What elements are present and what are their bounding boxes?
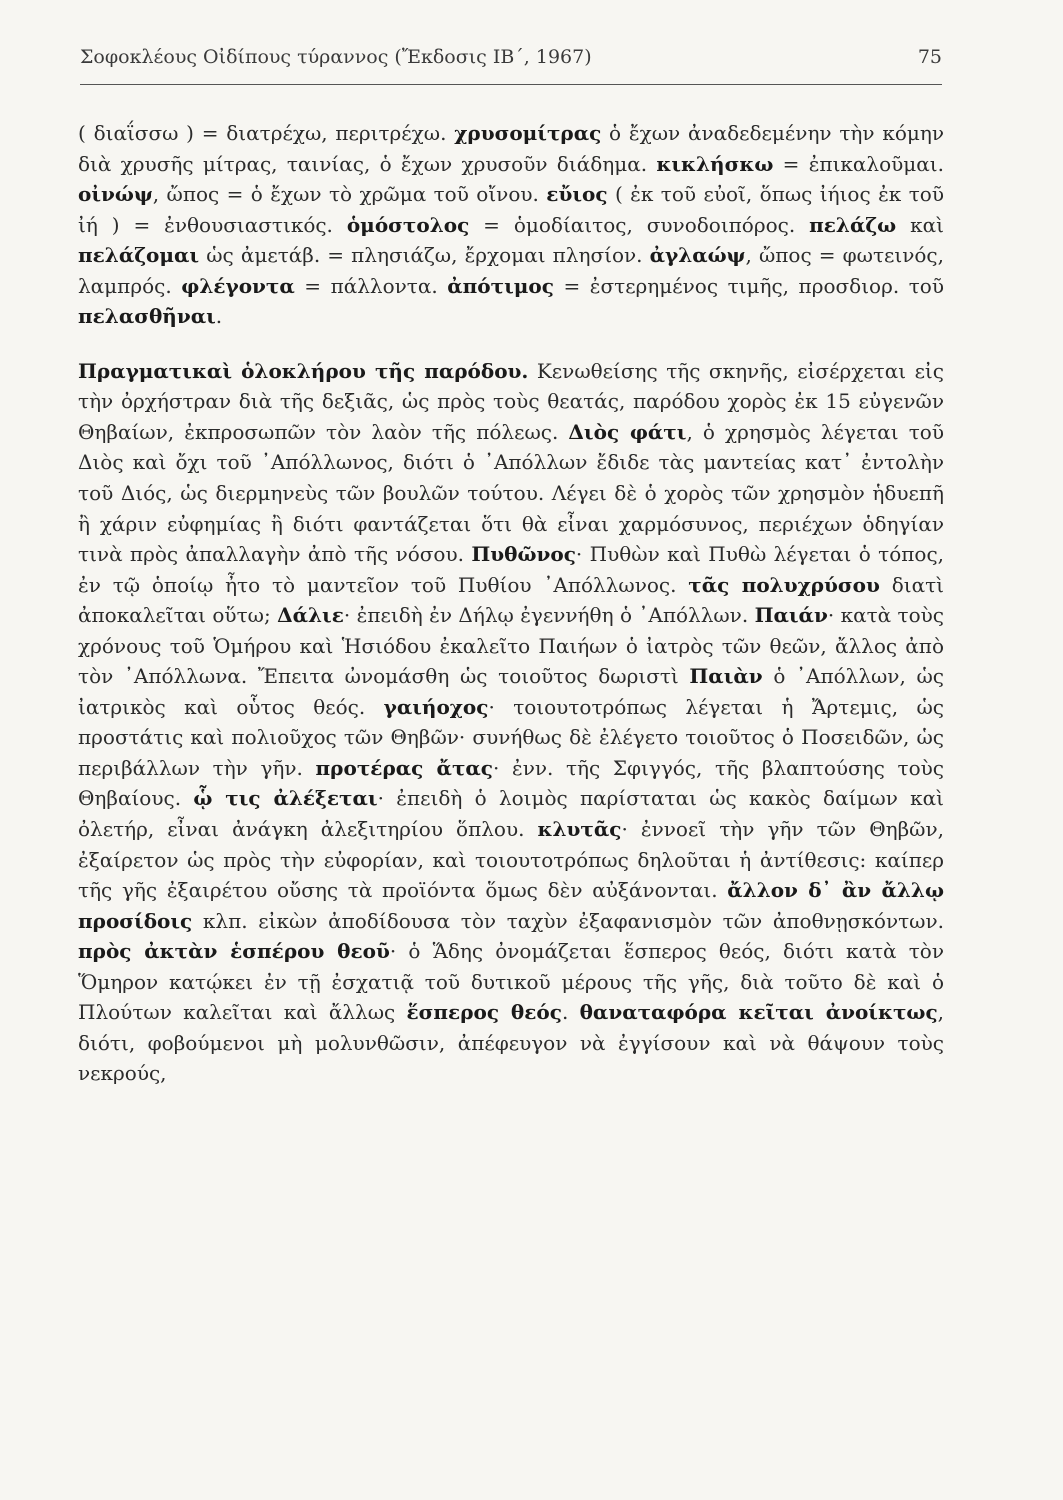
commentary-segment: ὁ ᾿Απόλλων, ὡς ἰατρικὸς καὶ οὗτος θεός. <box>78 664 944 719</box>
lemma-term: ἀπότιμος <box>447 273 554 298</box>
lemma-term: πρὸς ἀκτὰν ἑσπέρου θεοῦ <box>78 939 390 964</box>
commentary-segment: · ἐννοεῖ τὴν γῆν τῶν Θηβῶν, ἐξαίρετον ὡς πρὸς τὴν εὐφορίαν, καὶ τοιουτοτρόπως δηλοῦται ἡ ἀντίθεσις: καίπερ τῆς γῆς ἐξαιρέτου οὔσης τὰ προϊόντα ὅμως δὲν αὐξάνονται. <box>78 817 944 903</box>
commentary-segment: · κατὰ τοὺς χρόνους τοῦ Ὁμήρου καὶ Ἡσιόδου ἐκαλεῖτο Παιήων ὁ ἰατρὸς τῶν θεῶν, ἄλλος ἀπὸ τὸν ᾿Απόλλωνα. Ἔπειτα ὠνομάσθη ὡς τοιοῦτος δωριστὶ <box>78 603 945 689</box>
lemma-term: πελασθῆναι <box>78 304 216 329</box>
commentary-segment: ( ἐκ τοῦ εὐοῖ, ὅπως ἰήιος ἐκ τοῦ ἰή ) = ἐνθουσιαστικός. <box>78 182 944 237</box>
page-number: 75 <box>917 46 942 68</box>
commentary-segment: = ἐστερημένος τιμῆς, προσδιορ. τοῦ <box>553 273 944 298</box>
commentary-segment: = ὁμοδίαιτος, συνοδοιπόρος. <box>469 212 810 237</box>
lemma-term: πελάζομαι <box>78 243 200 268</box>
commentary-segment: · τοιουτοτρόπως λέγεται ἡ Ἄρτεμις, ὡς προστάτις καὶ πολιοῦχος τῶν Θηβῶν· συνήθως δὲ ἐλέγετο τοιοῦτος ὁ Ποσειδῶν, ὡς περιβάλλων τὴν γῆν. <box>78 694 944 780</box>
lemma-term: Παιάν <box>754 603 828 628</box>
lemma-term: χρυσομίτρας <box>454 121 602 145</box>
commentary-segment: Κενωθείσης τῆς σκηνῆς, εἰσέρχεται εἰς τὴν ὀρχήστραν διὰ τῆς δεξιᾶς, ὡς πρὸς τοὺς θεατάς, παρόδου χορὸς ἐκ 15 εὐγενῶν Θηβαίων, ἐκπροσωπῶν τὸν λαὸν τῆς πόλεως. <box>78 358 944 444</box>
header-rule <box>80 84 942 85</box>
commentary-segment: ὡς ἀμετάβ. = πλησιάζω, ἔρχομαι πλησίον. <box>199 243 650 268</box>
lemma-term: ἕσπερος θεός <box>406 1000 562 1025</box>
commentary-segment: κλπ. εἰκὼν ἀποδίδουσα τὸν ταχὺν ἐξαφανισμὸν τῶν ἀποθνῃσκόντων. <box>192 908 944 933</box>
commentary-segment: καὶ <box>896 212 944 237</box>
lemma-term: ἄλλον δ᾿ ἂν ἄλλῳ προσίδοις <box>78 878 944 933</box>
lemma-term: Διὸς φάτι <box>568 419 687 444</box>
lemma-term: κλυτᾶς <box>537 817 622 842</box>
commentary-segment: = ἐπικαλοῦμαι. <box>773 151 945 176</box>
lemma-term: ὁμόστολος <box>346 212 470 237</box>
running-header <box>80 46 942 68</box>
lemma-term: ἀγλαώψ <box>649 243 746 268</box>
commentary-segment: . <box>215 304 223 329</box>
lemma-term: φλέγοντα <box>181 273 295 298</box>
commentary-segment: , διότι, φοβούμενοι μὴ μολυνθῶσιν, ἀπέφευγον νὰ ἐγγίσουν καὶ νὰ θάψουν τοὺς νεκρούς, <box>78 1000 945 1086</box>
lemma-term: Δάλιε <box>277 603 344 628</box>
lemma-term: πελάζω <box>809 212 897 237</box>
commentary-segment: ( διαΐσσω ) = διατρέχω, περιτρέχω. <box>78 121 455 145</box>
lemma-term: οἰνώψ <box>78 182 153 207</box>
lemma-term: Παιὰν <box>689 664 763 689</box>
glossary-paragraph <box>78 118 944 332</box>
parodos-commentary-paragraph <box>78 356 944 1089</box>
lemma-term: τᾶς πολυχρύσου <box>688 572 880 597</box>
lemma-term: γαιήοχος <box>383 694 489 719</box>
lemma-term: Πυθῶνος <box>471 542 576 567</box>
lemma-term: θαναταφόρα κεῖται ἀνοίκτως <box>579 1000 938 1025</box>
lemma-term: εὔιος <box>546 182 608 207</box>
commentary-segment: · ἐπειδὴ ἐν Δήλῳ ἐγεννήθη ὁ ᾿Απόλλων. <box>343 603 755 628</box>
lemma-term: Πραγματικαὶ ὁλοκλήρου τῆς παρόδου. <box>78 358 529 383</box>
lemma-term: κικλήσκω <box>656 151 774 176</box>
commentary-segment: , ὤπος = φωτεινός, λαμπρός. <box>78 243 944 298</box>
commentary-segment: · ἐνν. τῆς Σφιγγός, τῆς βλαπτούσης τοὺς Θηβαίους. <box>78 755 944 811</box>
running-title: Σοφοκλέους Οἰδίπους τύραννος (Ἔκδοσις ΙΒ΄, 1967) <box>80 46 592 68</box>
commentary-segment: . <box>561 1000 580 1025</box>
commentary-segment: ὁ ἔχων ἀναδεδεμένην τὴν κόμην διὰ χρυσῆς μίτρας, ταινίας, ὁ ἔχων χρυσοῦν διάδημα. <box>78 121 944 176</box>
commentary-segment: , ὁ χρησμὸς λέγεται τοῦ Διὸς καὶ ὄχι τοῦ ᾿Απόλλωνος, διότι ὁ ᾿Απόλλων ἔδιδε τὰς μαντείας κατ᾿ ἐντολὴν τοῦ Διός, ὡς διερμηνεὺς τῶν βουλῶν τούτου. Λέγει δὲ ὁ χορὸς τῶν χρησμὸν ἡδυεπῆ ἢ χάριν εὐφημίας ἢ διότι φαντάζεται ὅτι θὰ εἶναι χαρμόσυνος, περιέχων ὁδηγίαν τινὰ πρὸς ἀπαλλαγὴν ἀπὸ τῆς νόσου. <box>78 419 945 567</box>
commentary-segment: · Πυθὼν καὶ Πυθὼ λέγεται ὁ τόπος, ἐν τῷ ὁποίῳ ἦτο τὸ μαντεῖον τοῦ Πυθίου ᾿Απόλλωνος. <box>78 542 944 597</box>
commentary-segment: · ὁ Ἅδης ὀνομάζεται ἕσπερος θεός, διότι κατὰ τὸν Ὅμηρον κατῴκει ἐν τῇ ἐσχατιᾷ τοῦ δυτικοῦ μέρους τῆς γῆς, διὰ τοῦτο δὲ καὶ ὁ Πλούτων καλεῖται καὶ ἄλλως <box>78 939 944 1025</box>
lemma-term: ᾧ τις ἀλέξεται <box>193 786 378 811</box>
commentary-segment: = πάλλοντα. <box>294 273 448 298</box>
commentary-text <box>78 118 944 1089</box>
lemma-term: προτέρας ἄτας <box>315 755 493 780</box>
commentary-segment: , ὤπος = ὁ ἔχων τὸ χρῶμα τοῦ οἴνου. <box>152 182 547 207</box>
commentary-segment: διατὶ ἀποκαλεῖται οὕτω; <box>78 572 944 628</box>
commentary-segment: · ἐπειδὴ ὁ λοιμὸς παρίσταται ὡς κακὸς δαίμων καὶ ὀλετήρ, εἶναι ἀνάγκη ἀλεξιτηρίου ὅπλου. <box>78 786 945 842</box>
